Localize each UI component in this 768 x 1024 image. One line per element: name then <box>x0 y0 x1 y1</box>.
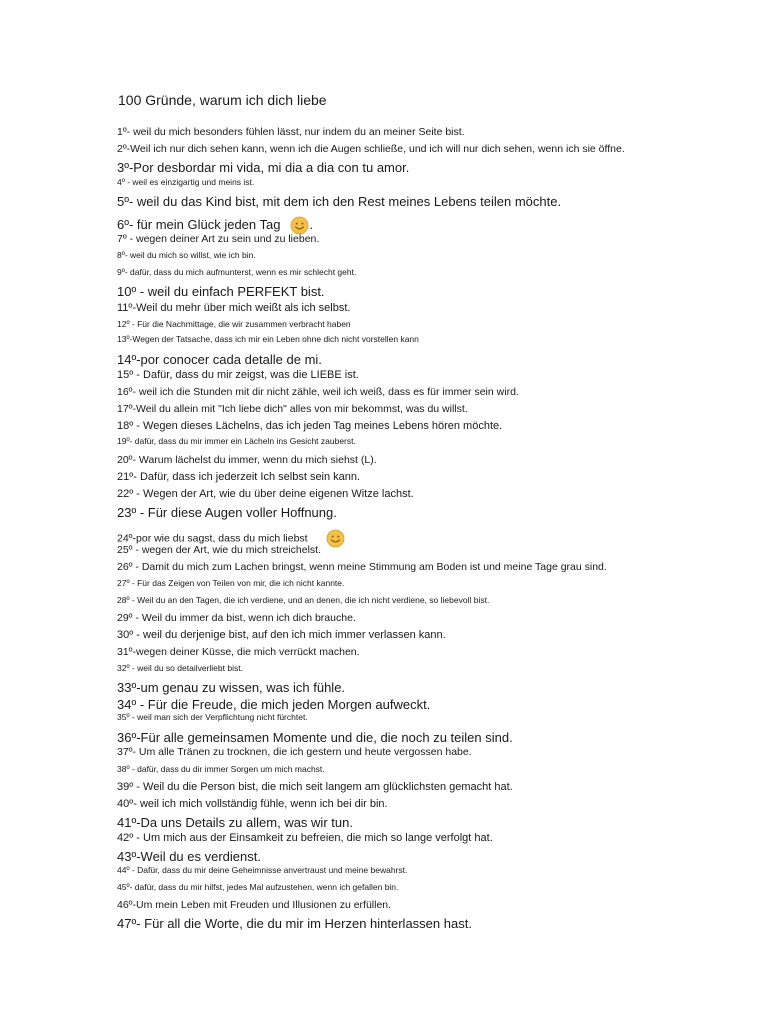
reason-line <box>117 698 430 711</box>
reason-line <box>117 370 359 381</box>
reason-text: 13º-Wegen der Tatsache, dass ich mir ein Leben ohne dich nicht vorstellen kann <box>117 334 419 344</box>
reason-text: 37º- Um alle Tränen zu trocknen, die ich gestern und heute vergossen habe. <box>117 746 472 758</box>
reason-line <box>117 127 465 138</box>
reason-line <box>117 866 407 875</box>
reason-text: 26º - Damit du mich zum Lachen bringst, wenn meine Stimmung am Boden ist und meine Tage grau sind. <box>117 561 607 573</box>
reason-line <box>117 799 388 810</box>
reason-text: 40º- weil ich mich vollständig fühle, wenn ich bei dir bin. <box>117 798 388 810</box>
reason-line <box>117 268 356 277</box>
document-title: 100 Gründe, warum ich dich liebe <box>118 92 327 108</box>
reason-text: 39º - Weil du die Person bist, die mich seit langem am glücklichsten gemacht hat. <box>117 781 513 793</box>
reason-line <box>117 234 319 245</box>
reason-line <box>117 731 513 744</box>
reason-line <box>117 900 391 911</box>
reason-text: 14º-por conocer cada detalle de mi. <box>117 352 322 367</box>
reason-text: 36º-Für alle gemeinsamen Momente und die, die noch zu teilen sind. <box>117 730 513 745</box>
reason-line <box>117 816 353 829</box>
reason-text: 31º-wegen deiner Küsse, die mich verrückt machen. <box>117 646 360 658</box>
reason-text: 3º-Por desbordar mi vida, mi dia a dia con tu amor. <box>117 160 410 175</box>
reason-line <box>117 613 356 624</box>
smiley-icon <box>326 529 345 548</box>
reason-text: 25º - wegen der Art, wie du mich streichelst. <box>117 544 322 556</box>
reason-text: 47º- Für all die Worte, die du mir im Herzen hinterlassen hast. <box>117 916 472 931</box>
reason-line <box>117 285 325 298</box>
reason-line <box>117 353 322 366</box>
reason-text: 15º - Dafür, dass du mir zeigst, was die LIEBE ist. <box>117 369 359 381</box>
reason-text: 2º-Weil ich nur dich sehen kann, wenn ich die Augen schließe, und ich will nur dich sehen, wenn ich sie öffne. <box>117 143 625 155</box>
reason-line <box>117 437 356 446</box>
reason-line <box>117 765 325 774</box>
reason-text: 29º - Weil du immer da bist, wenn ich dich brauche. <box>117 612 356 624</box>
reason-text: 38º - dafür, dass du dir immer Sorgen um mich machst. <box>117 764 325 774</box>
reason-line <box>117 713 308 722</box>
reason-text: 4º - weil es einzigartig und meins ist. <box>117 177 255 187</box>
reason-line <box>117 883 398 892</box>
reason-line <box>117 545 321 556</box>
reason-text: 8º- weil du mich so willst, wie ich bin. <box>117 250 256 260</box>
reason-line <box>117 387 519 398</box>
reason-line <box>117 917 472 930</box>
reason-line <box>117 320 351 329</box>
reason-suffix: . <box>309 216 314 232</box>
reason-line <box>117 833 493 844</box>
reason-line <box>117 647 360 658</box>
reason-line <box>117 421 502 432</box>
reason-text: 44º - Dafür, dass du mir deine Geheimnisse anvertraust und meine bewahrst. <box>117 865 408 875</box>
reason-line <box>117 664 243 673</box>
reason-text: 11º-Weil du mehr über mich weißt als ich selbst. <box>117 302 351 314</box>
reason-text: 24º-por wie du sagst, dass du mich liebst <box>117 532 308 545</box>
reason-text: 18º - Wegen dieses Lächelns, das ich jeden Tag meines Lebens hören möchte. <box>117 420 503 432</box>
reason-text: 17º-Weil du allein mit "Ich liebe dich" alles von mir bekommst, was du willst. <box>117 403 468 415</box>
reason-text: 6º- für mein Glück jeden Tag <box>117 216 281 232</box>
reason-text: 34º - Für die Freude, die mich jeden Morgen aufweckt. <box>117 697 431 712</box>
reason-line <box>117 579 344 588</box>
reason-text: 35º - weil man sich der Verpflichtung nicht fürchtet. <box>117 712 308 722</box>
reason-text: 42º - Um mich aus der Einsamkeit zu befreien, die mich so lange verfolgt hat. <box>117 832 493 844</box>
reason-line <box>117 195 561 208</box>
reason-text: 21º- Dafür, dass ich jederzeit Ich selbst sein kann. <box>117 471 361 483</box>
reason-line <box>117 850 261 863</box>
reason-text: 41º-Da uns Details zu allem, was wir tun. <box>117 815 353 830</box>
reason-text: 43º-Weil du es verdienst. <box>117 849 261 864</box>
reason-text: 30º - weil du derjenige bist, auf den ich mich immer verlassen kann. <box>117 629 446 641</box>
reason-text: 19º- dafür, dass du mir immer ein Lächeln ins Gesicht zauberst. <box>117 436 356 446</box>
reason-line <box>117 455 377 466</box>
reason-line <box>117 681 345 694</box>
reason-line <box>117 506 337 519</box>
reason-text: 5º- weil du das Kind bist, mit dem ich den Rest meines Lebens teilen möchte. <box>117 194 562 209</box>
reason-line <box>117 335 419 344</box>
reason-text: 12º - Für die Nachmittage, die wir zusammen verbracht haben <box>117 319 351 329</box>
reason-text: 9º- dafür, dass du mich aufmunterst, wenn es mir schlecht geht. <box>117 267 357 277</box>
reason-line <box>117 489 414 500</box>
reason-line <box>117 562 607 573</box>
reason-line <box>117 404 468 415</box>
reason-line <box>117 782 513 793</box>
reason-line <box>117 303 350 314</box>
reason-text: 33º-um genau zu wissen, was ich fühle. <box>117 680 346 695</box>
reason-text: 23º - Für diese Augen voller Hoffnung. <box>117 505 337 520</box>
reason-line <box>117 178 254 187</box>
reason-text: 20º- Warum lächelst du immer, wenn du mich siehst (L). <box>117 454 377 466</box>
reason-text: 7º - wegen deiner Art zu sein und zu lieben. <box>117 233 320 245</box>
reason-line <box>117 251 256 260</box>
reason-line <box>117 161 409 174</box>
reason-line <box>117 144 625 155</box>
reason-text: 28º - Weil du an den Tagen, die ich verdiene, und an denen, die ich nicht verdiene, so liebevoll bist. <box>117 595 490 605</box>
reason-line <box>117 747 472 758</box>
reason-text: 32º - weil du so detailverliebt bist. <box>117 663 243 673</box>
reason-text: 10º - weil du einfach PERFEKT bist. <box>117 284 325 299</box>
reason-text: 27º - Für das Zeigen von Teilen von mir, die ich nicht kannte. <box>117 578 345 588</box>
reason-text: 46º-Um mein Leben mit Freuden und Illusionen zu erfüllen. <box>117 899 392 911</box>
reason-text: 1º- weil du mich besonders fühlen lässt, nur indem du an meiner Seite bist. <box>117 126 465 138</box>
reason-text: 16º- weil ich die Stunden mit dir nicht zähle, weil ich weiß, dass es für immer sein wird. <box>117 386 519 398</box>
reason-line <box>117 630 446 641</box>
reason-text: 45º- dafür, dass du mir hilfst, jedes Mal aufzustehen, wenn ich gefallen bin. <box>117 882 399 892</box>
reason-line <box>117 596 489 605</box>
reason-line <box>117 472 360 483</box>
reason-text: 22º - Wegen der Art, wie du über deine eigenen Witze lachst. <box>117 488 414 500</box>
